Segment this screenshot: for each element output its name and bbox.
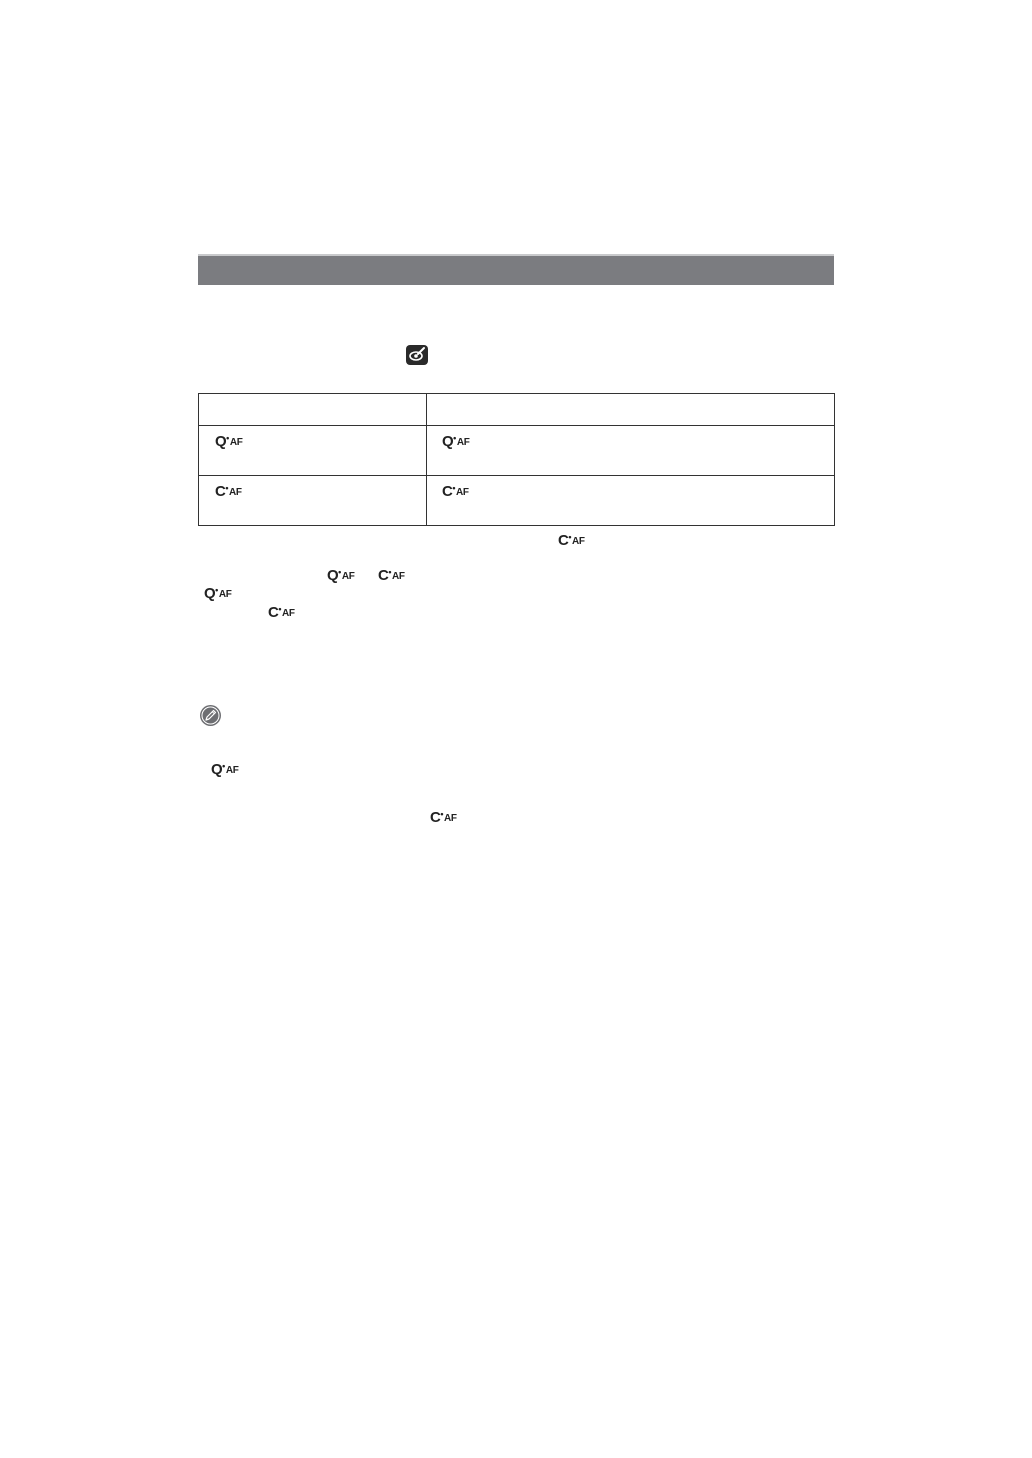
table-header-cell xyxy=(199,394,427,426)
quick-af-icon: Q•AF xyxy=(442,433,470,450)
continuous-af-icon: C•AF xyxy=(430,809,457,826)
table-header-row xyxy=(199,394,835,426)
af-mode-table xyxy=(198,393,835,526)
pencil-memo-icon xyxy=(200,705,221,726)
continuous-af-icon: C•AF xyxy=(558,532,585,549)
brush-icon xyxy=(406,345,428,365)
quick-af-icon: Q•AF xyxy=(211,761,239,778)
table-header-cell xyxy=(427,394,835,426)
continuous-af-icon: C•AF xyxy=(215,483,242,500)
section-header-bar xyxy=(198,254,834,285)
quick-af-icon: Q•AF xyxy=(327,567,355,584)
quick-af-icon: Q•AF xyxy=(204,585,232,602)
table-row xyxy=(199,476,835,526)
table-row xyxy=(199,426,835,476)
table-cell-setting xyxy=(199,476,427,526)
table-cell-description xyxy=(427,426,835,476)
continuous-af-icon: C•AF xyxy=(268,604,295,621)
table-cell-description xyxy=(427,476,835,526)
table-cell-setting xyxy=(199,426,427,476)
continuous-af-icon: C•AF xyxy=(378,567,405,584)
continuous-af-icon: C•AF xyxy=(442,483,469,500)
quick-af-icon: Q•AF xyxy=(215,433,243,450)
